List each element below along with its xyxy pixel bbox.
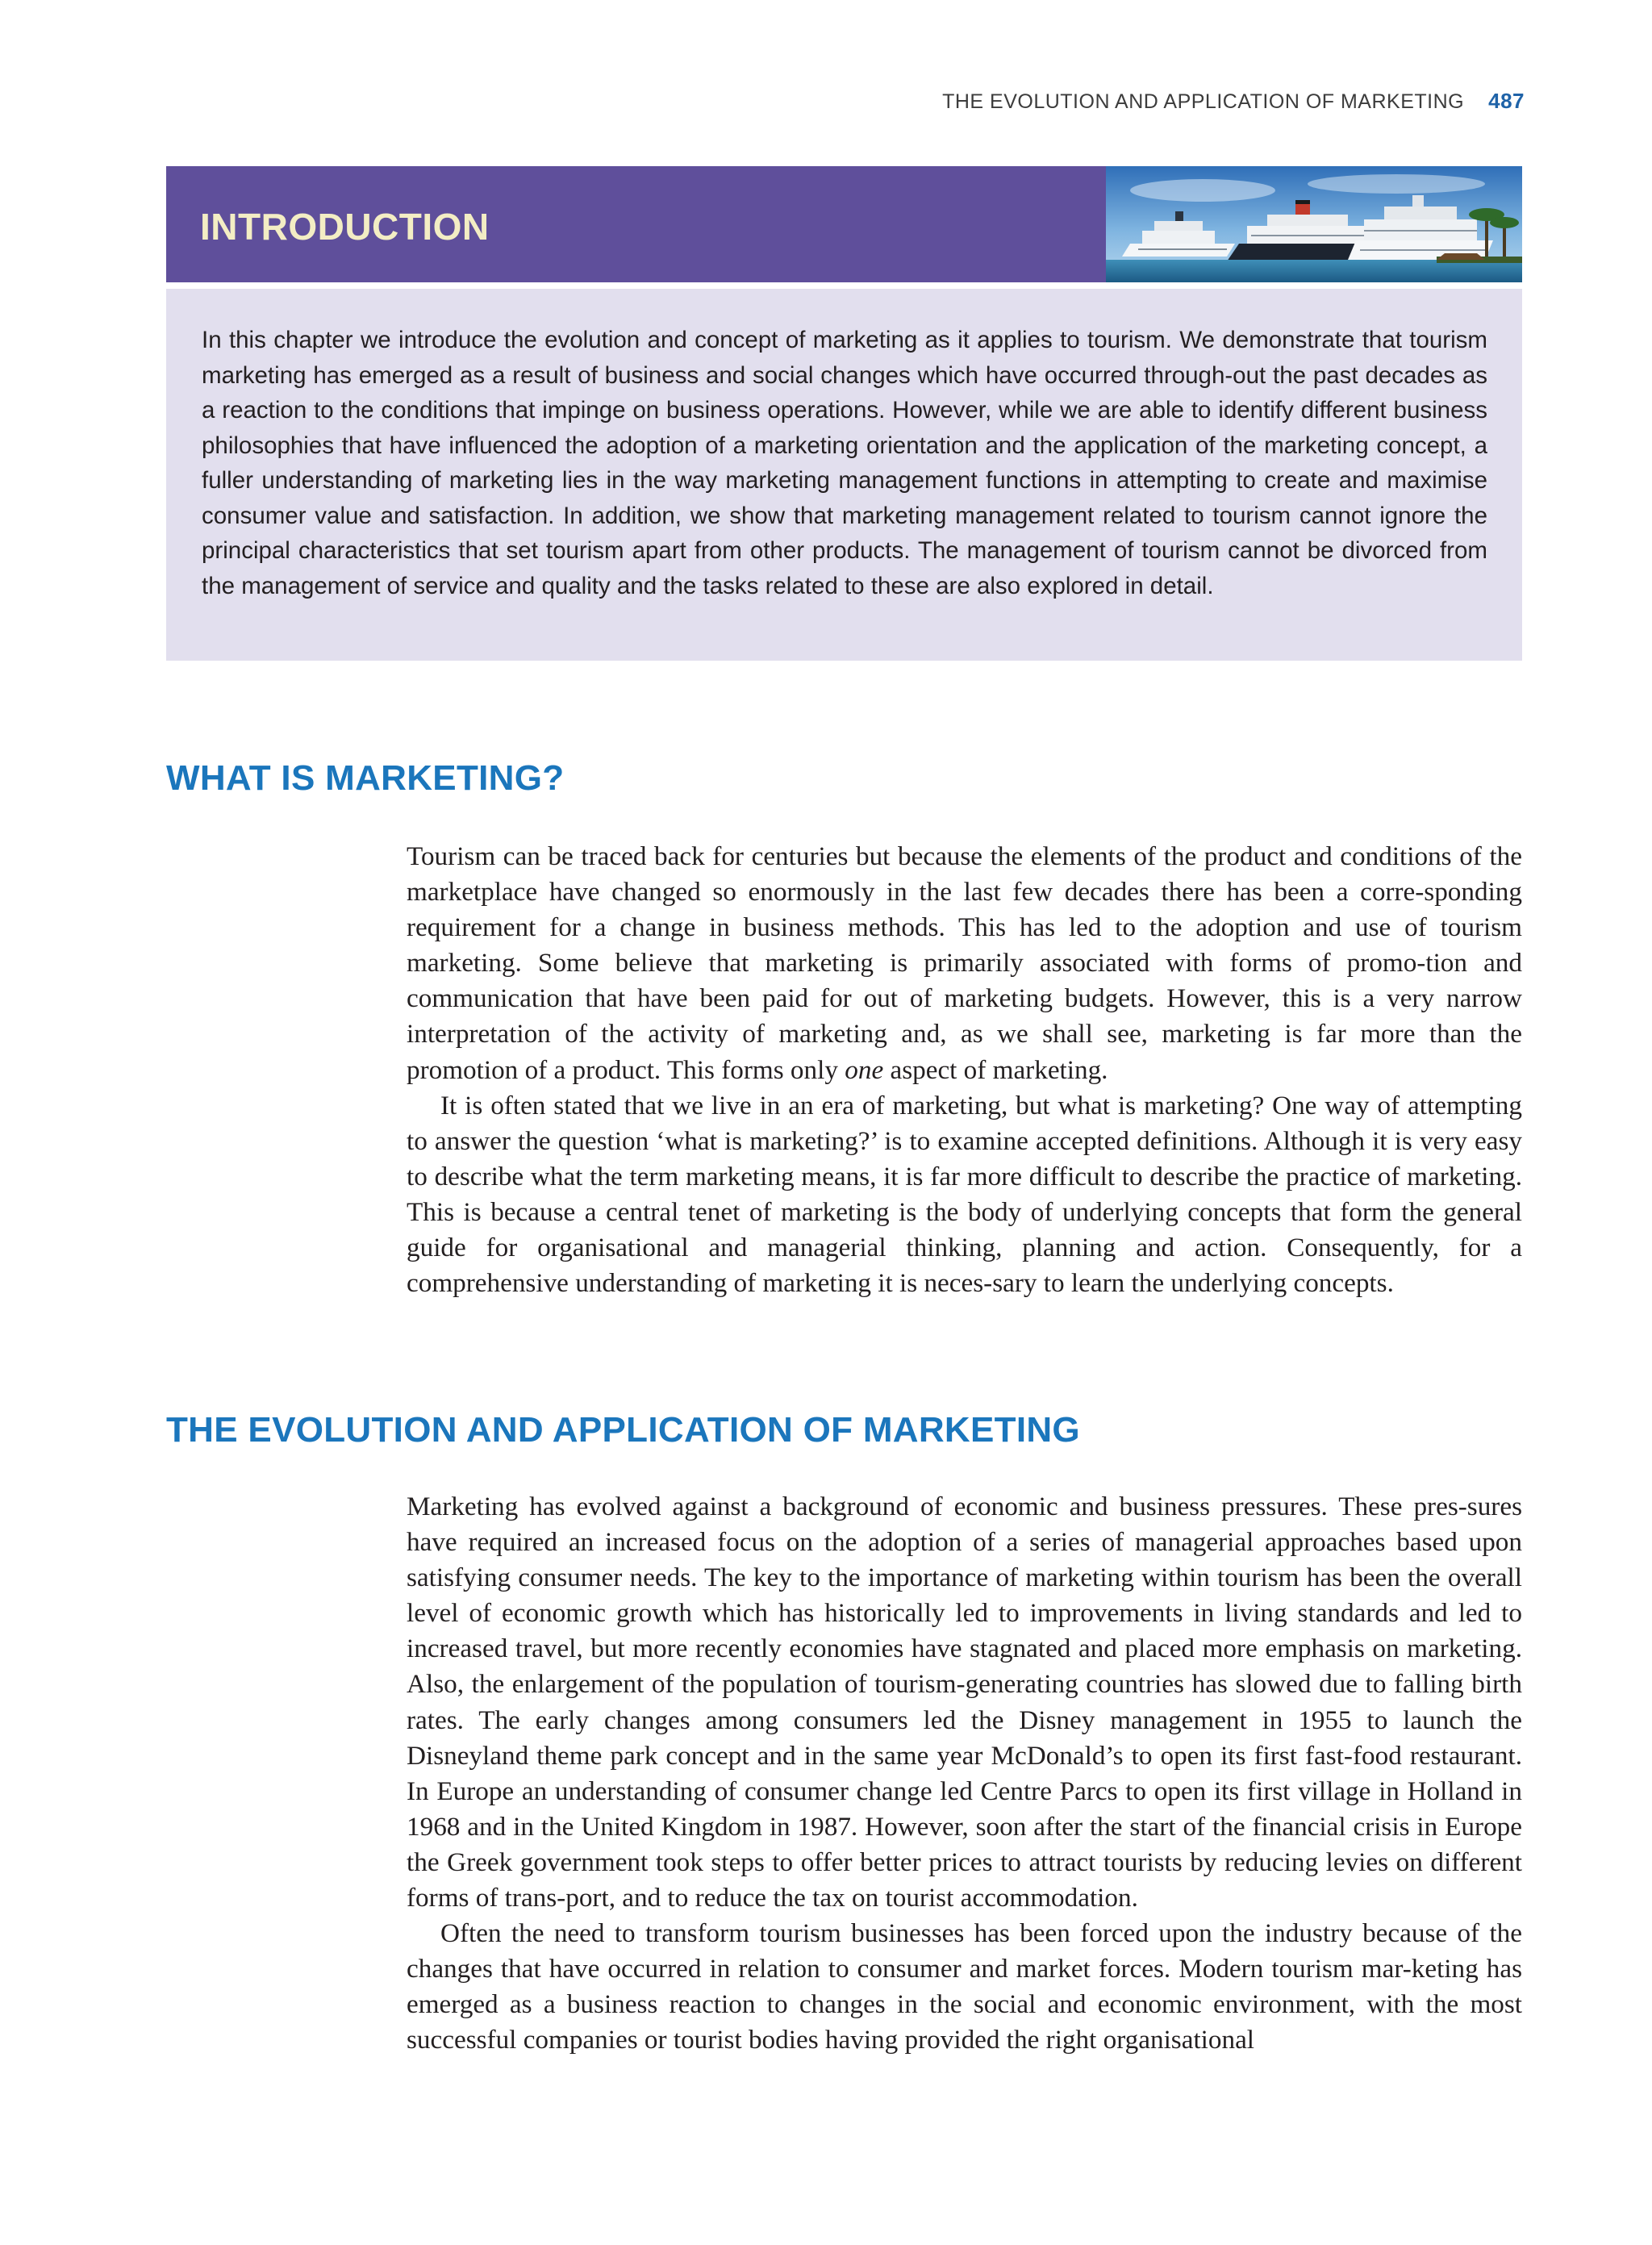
page-number: 487 — [1488, 89, 1525, 113]
introduction-box — [166, 166, 1522, 661]
running-head-title: THE EVOLUTION AND APPLICATION OF MARKETING — [942, 90, 1465, 113]
paragraph: It is often stated that we live in an era of marketing, but what is marketing? One way of attempting to answer the question ‘what is marketing?’ is to examine accepted definitions. Although it is very easy to describe what the term marketing means, it is far more difficult to describe the practice of marketing. This is because a central tenet of marketing is the body of underlying concepts that form the general guide for organisational and managerial thinking, planning and action. Consequently, for a comprehensive understanding of marketing it is neces-sary to learn the underlying concepts. — [407, 1090, 1522, 1299]
introduction-text: In this chapter we introduce the evolution and concept of marketing as it applies to tourism. We demonstrate that tourism marketing has emerged as a result of business and social changes which have occurred through-out the past decades as a reaction to the conditions that impinge on business operations. However, while we are able to identify different business philosophies that have influenced the adoption of a marketing orientation and the application of the marketing concept, a fuller understanding of marketing lies in the way marketing management functions in attempting to create and maximise consumer value and satisfaction. In addition, we show that marketing management related to tourism cannot ignore the principal characteristics that set tourism apart from other products. The management of tourism cannot be divorced from the management of service and quality and the tasks related to these are also explored in detail. — [202, 327, 1487, 599]
section-heading-evolution-and-application: THE EVOLUTION AND APPLICATION OF MARKETING — [166, 1410, 1080, 1450]
cruise-ships-photo — [1106, 166, 1522, 282]
paragraph-text: Tourism can be traced back for centuries but because the elements of the product and conditions of the marketplace have changed so enormously in the last few decades there has been a corre-sponding requirement for a change in business methods. This has led to the adoption and use of tourism marketing. Some believe that marketing is primarily associated with forms of promo-tion and communication that have been paid for out of marketing budgets. However, this is a very narrow interpretation of the activity of marketing and, as we shall see, marketing is far more than the promotion of a product. This forms only — [407, 841, 1522, 1085]
introduction-body — [166, 289, 1522, 661]
paragraph — [407, 839, 1522, 1088]
paragraph-text: aspect of marketing. — [883, 1054, 1108, 1085]
paragraph: Marketing has evolved against a background of economic and business pressures. These pres-sures have required an increased focus on the adoption of a series of managerial approaches based upon satisfying consumer needs. The key to the importance of marketing within tourism has been the overall level of economic growth which has historically led to improvements in living standards and led to increased travel, but more recently economies have stagnated and placed more emphasis on marketing. Also, the enlargement of the population of tourism-generating countries has slowed due to falling birth rates. The early changes among consumers led the Disney management in 1955 to launch the Disneyland theme park concept and in the same year McDonald’s to open its first fast-food restaurant. In Europe an understanding of consumer change led Centre Parcs to open its first village in Holland in 1968 and in the United Kingdom in 1987. However, soon after the start of the financial crisis in Europe the Greek government took steps to offer better prices to attract tourists by reducing levies on different forms of trans-port, and to reduce the tax on tourist accommodation. — [407, 1492, 1522, 1913]
section-heading-what-is-marketing: WHAT IS MARKETING? — [166, 758, 565, 798]
section-body-what-is-marketing — [407, 839, 1522, 1301]
paragraph: Often the need to transform tourism businesses has been forced upon the industry because of the changes that have occurred in relation to consumer and market forces. Modern tourism mar-keting has emerged as a business reaction to changes in the social and economic environment, with the most successful companies or tourist bodies having provided the right organisational — [407, 1918, 1522, 2055]
introduction-header — [166, 166, 1106, 282]
introduction-heading: INTRODUCTION — [200, 206, 490, 248]
running-head — [942, 89, 1525, 114]
section-body-evolution-and-application — [407, 1489, 1522, 2059]
emphasis-text: one — [845, 1054, 884, 1085]
